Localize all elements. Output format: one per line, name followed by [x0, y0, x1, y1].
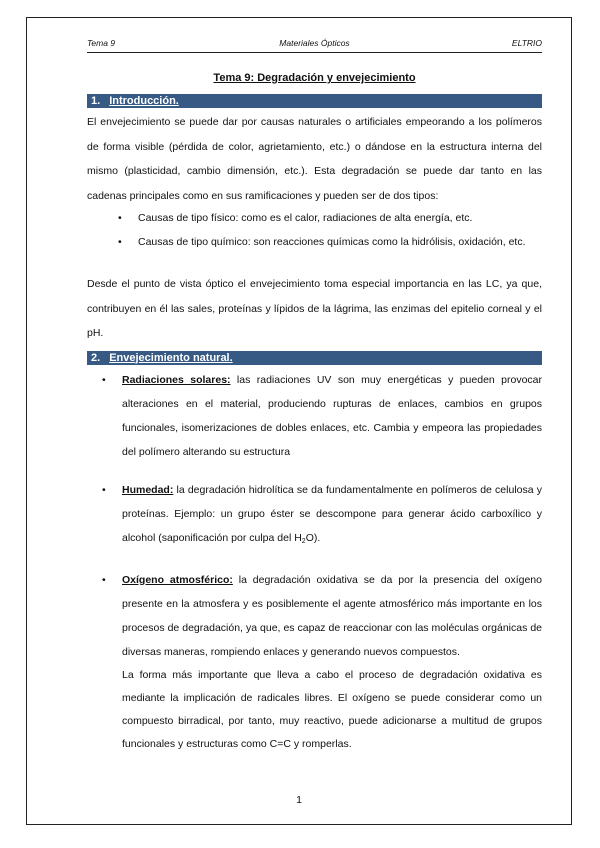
causes-list [87, 208, 542, 253]
header-right: ELTRIO [511, 38, 542, 48]
list-item [87, 368, 542, 464]
subscript: 2 [301, 537, 306, 545]
list-item-text: Causas de tipo físico: como es el calor, radiaciones de alta energía, etc. [138, 212, 473, 224]
section-title: Introducción. [109, 95, 179, 107]
item-term: Humedad: [122, 483, 174, 496]
section-heading-introduccion [87, 94, 542, 108]
section-number: 1. [91, 95, 101, 107]
item-text: la degradación oxidativa se da por la presencia del oxígeno presente en la atmosfera y es posiblemente el agente atmosférico más importante en los procesos de degradación, ya que, es capaz de reaccionar con las moléculas orgánicas de diversas maneras, rompiendo enlaces y generando nuevos compuestos. [122, 573, 542, 658]
list-item [87, 232, 542, 254]
intro-paragraph: El envejecimiento se puede dar por causas naturales o artificiales empeorando a los polímeros de forma visible (pérdida de color, agrietamiento, etc.) o dándose en la estructura interna del mismo (plasticidad, cambio dimensión, etc.). Esta degradación se puede dar tanto en las cadenas principales como en sus ramificaciones y pueden ser de dos tipos: [87, 116, 542, 202]
list-item-text: Causas de tipo químico: son reacciones químicas como la hidrólisis, oxidación, etc. [138, 235, 526, 248]
document-title: Tema 9: Degradación y envejecimiento [213, 72, 416, 84]
document-page [26, 17, 572, 825]
page-number: 1 [296, 794, 302, 806]
bullet-icon: • [118, 235, 122, 248]
oxidation-paragraph: La forma más importante que lleva a cabo el proceso de degradación oxidativa es mediante la implicación de radicales libres. El oxígeno se puede considerar como un compuesto birradical, por tanto, muy reactivo, puede adicionarse a multitud de grupos funcionales y estructuras como C=C y romperlas. [122, 668, 542, 750]
list-item [87, 568, 542, 664]
running-header [87, 38, 542, 53]
list-item [87, 478, 542, 554]
item-text: las radiaciones UV son muy energéticas y pueden provocar alteraciones en el material, produciendo rupturas de enlaces, cambios en grupos funcionales, isomerizaciones de dobles enlaces, etc. Cambia y empeora las propiedades del polímero alterando su estructura [122, 373, 543, 458]
list-item [87, 208, 542, 230]
bullet-icon: • [102, 573, 106, 586]
item-text: la degradación hidrolítica se da fundamentalmente en polímeros de celulosa y proteínas. Ejemplo: un grupo éster se descompone para generar ácido carboxílico y alcohol (saponificación por culpa del H [122, 483, 542, 544]
item-term: Radiaciones solares: [122, 373, 231, 386]
section-title: Envejecimiento natural. [109, 351, 233, 364]
section-number: 2. [91, 351, 101, 364]
item-term: Oxígeno atmosférico: [122, 573, 233, 586]
header-center: Materiales Ópticos [279, 38, 350, 48]
page-content [87, 38, 542, 756]
item-text-tail: O). [305, 531, 321, 544]
bullet-icon: • [102, 373, 106, 386]
agents-list [87, 368, 542, 664]
bullet-icon: • [102, 483, 106, 496]
header-left: Tema 9 [87, 38, 116, 48]
section-heading-envejecimiento-natural [87, 351, 542, 365]
bullet-icon: • [118, 212, 122, 224]
closing-paragraph: Desde el punto de vista óptico el envejecimiento toma especial importancia en las LC, ya que, contribuyen en él las sales, proteínas y lípidos de la lágrima, las enzimas del epitelio corneal y el pH. [87, 278, 542, 339]
